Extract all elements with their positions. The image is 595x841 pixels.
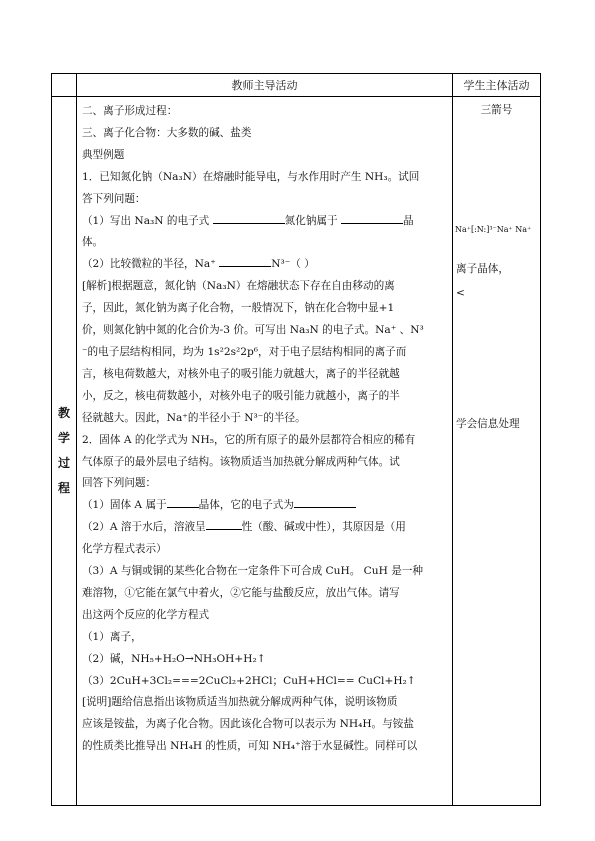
answer-line: （3）2CuH+3Cl₂===2CuCl₂+2HCl；CuH+HCl== CuCl+H₂↑: [81, 674, 416, 687]
lesson-table: [51, 73, 541, 806]
student-col-header: 学生主体活动: [452, 74, 540, 97]
text-line: 径就越大。因此，Na⁺的半径小于 N³⁻的半径。: [81, 411, 306, 424]
text-line: ⁻的电子层结构相同，均为 1s²2s²2p⁶，对于电子层结构相同的离子而: [81, 345, 407, 358]
text-line: 出这两个反应的化学方程式: [81, 608, 210, 621]
text-line: 应该是铵盐，为离子化合物。因此该化合物可以表示为 NH₄H。与铵盐: [81, 718, 414, 731]
header-blank-cell: [52, 74, 77, 97]
answer-blank[interactable]: [341, 212, 403, 224]
teacher-activity-cell: [76, 97, 452, 806]
answer-blank[interactable]: [206, 518, 242, 530]
text-line: 子，因此，氮化钠为离子化合物，一般情况下，钠在化合物中显+1: [81, 302, 395, 315]
student-note: 离子晶体，: [455, 263, 509, 275]
text-line: 回答下列问题：: [81, 477, 157, 490]
text-line: （3）A 与铜或铜的某些化合物在一定条件下可合成 CuH。 CuH 是一种: [81, 565, 423, 578]
answer-blank[interactable]: [294, 496, 356, 508]
text-line: 典型例题: [81, 148, 125, 161]
electron-formula: Na⁺[:N:]³⁻Na⁺ Na⁺: [454, 225, 532, 234]
answer-blank[interactable]: [219, 255, 271, 267]
text-line: 化学方程式表示）: [81, 543, 167, 556]
text-line: 言，核电荷数越大，对核外电子的吸引能力就越大，离子的半径就越: [81, 367, 400, 380]
text-line: 二、离子形成过程：: [81, 105, 178, 117]
side-char: 教: [57, 406, 70, 420]
note-text: [说明]题给信息指出该物质适当加热就分解成两种气体，说明该物质: [81, 696, 398, 709]
question-line: （1）写出 Na₃N 的电子式 氮化钠属于 晶: [82, 211, 447, 233]
student-note: <: [455, 287, 465, 299]
text-line: 价，则氮化钠中氮的化合价为-3 价。可写出 Na₃N 的电子式。Na⁺ 、N³: [81, 324, 424, 337]
question-line: （2）A 溶于水后，溶液呈 性（酸、碱或中性），其原因是（用: [82, 517, 447, 539]
student-note: 学会信息处理: [455, 418, 520, 430]
side-char: 程: [57, 481, 70, 495]
side-label: [52, 97, 77, 806]
student-note: 三箭号: [480, 104, 513, 116]
answer-blank[interactable]: [213, 212, 285, 224]
answer-line: （2）碱，NH₅+H₂O→NH₃OH+H₂↑: [81, 652, 266, 665]
analysis-text: [解析]根据题意，氮化钠（Na₃N）在熔融状态下存在自由移动的离: [81, 280, 395, 293]
side-char: 学: [57, 431, 70, 445]
text-line: 小，反之，核电荷数越小，对核外电子的吸引能力就越小，离子的半: [81, 389, 400, 402]
header-row: [52, 74, 541, 97]
teacher-col-header: 教师主导活动: [76, 74, 452, 97]
question-line: （1）固体 A 属于 晶体，它的电子式为: [82, 495, 447, 517]
question-1-text: 1．已知氮化钠（Na₃N）在熔融时能导电，与水作用时产生 NH₃。试回: [81, 170, 420, 183]
question-line: （2）比较微粒的半径，Na⁺ N³⁻（ ）: [82, 254, 447, 276]
question-2-text: 2．固体 A 的化学式为 NH₅，它的所有原子的最外层都符合相应的稀有: [81, 433, 416, 446]
content-row: [52, 97, 541, 806]
side-char: 过: [57, 456, 70, 470]
text-line: 气体原子的最外层电子结构。该物质适当加热就分解成两种气体。试: [81, 455, 400, 468]
text-line: 难溶物，①它能在氯气中着火，②它能与盐酸反应，放出气体。请写: [81, 586, 400, 599]
text-line: 的性质类比推导出 NH₄H 的性质，可知 NH₄⁺溶于水显碱性。同样可以: [81, 740, 418, 753]
answer-line: （1）离子，: [81, 630, 142, 643]
student-activity-cell: [452, 97, 540, 806]
text-line: 三、离子化合物：大多数的碱、盐类: [81, 126, 252, 139]
text-line: 答下列问题：: [81, 192, 146, 205]
answer-blank[interactable]: [167, 496, 199, 508]
text-line: 体。: [81, 236, 104, 249]
